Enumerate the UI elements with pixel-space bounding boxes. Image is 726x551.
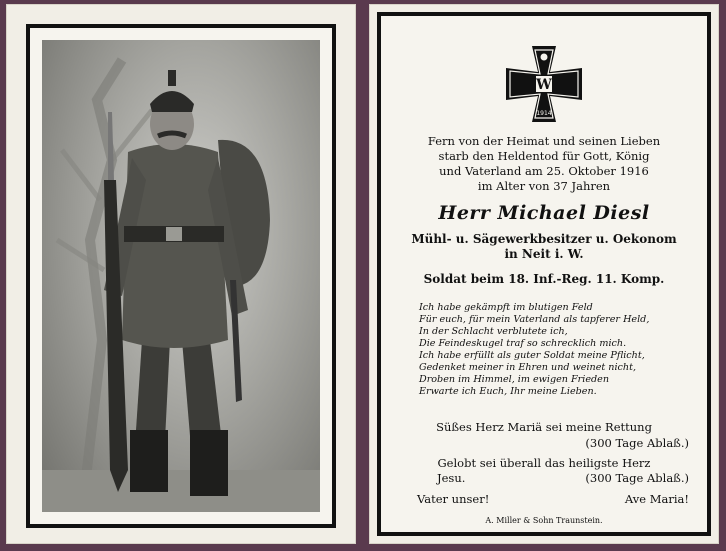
prayer-1-indulgence: (300 Tage Ablaß.): [585, 436, 689, 450]
poem-line: Gedenket meiner in Ehren und weinet nicht,: [419, 362, 637, 373]
poem-line: In der Schlacht verblutete ich,: [419, 326, 568, 337]
closing-left: Vater unser!: [417, 492, 490, 506]
intro-line: Fern von der Heimat und seinen Lieben: [427, 134, 661, 148]
poem-line: Erwarte ich Euch, Ihr meine Lieben.: [419, 386, 597, 397]
poem-line: Ich habe erfüllt als guter Soldat meine Pflicht,: [419, 350, 645, 361]
prayer-2-jesu: Jesu.: [437, 471, 466, 485]
military-unit: Soldat beim 18. Inf.-Reg. 11. Komp.: [423, 272, 665, 286]
poem-line: Die Feindeskugel traf so schrecklich mich.: [419, 338, 627, 349]
iron-cross-icon: [502, 42, 586, 126]
left-card: [6, 4, 356, 544]
soldier-figure: [42, 40, 320, 512]
deceased-name: Herr Michael Diesl: [438, 202, 650, 224]
photo-frame: [26, 24, 336, 528]
text-frame: [377, 12, 711, 536]
intro-line: starb den Heldentod für Gott, König: [438, 149, 650, 163]
prayer-1-line-1: Süßes Herz Mariä sei meine Rettung: [436, 420, 652, 434]
printer-credit: A. Miller & Sohn Traunstein.: [485, 516, 603, 525]
intro-line: im Alter von 37 Jahren: [477, 179, 611, 193]
poem: [419, 302, 699, 398]
prayer-2-line-1: Gelobt sei überall das heiligste Herz: [437, 456, 651, 470]
poem-line: Ich habe gekämpft im blutigen Feld: [419, 302, 593, 313]
cross-letter: W: [536, 77, 552, 93]
cross-year: 1914: [536, 110, 552, 117]
poem-line: Droben im Himmel, im ewigen Frieden: [419, 374, 609, 385]
occupation: [381, 232, 707, 262]
prayer-2-indulgence: (300 Tage Ablaß.): [585, 471, 689, 485]
intro-line: und Vaterland am 25. Oktober 1916: [439, 164, 649, 178]
occupation-line: Mühl- u. Sägewerkbesitzer u. Oekonom: [411, 232, 677, 246]
occupation-line: in Neit i. W.: [504, 247, 584, 261]
intro-text: [381, 134, 707, 194]
closing-right: Ave Maria!: [624, 492, 689, 506]
soldier-photograph: [42, 40, 320, 512]
poem-line: Für euch, für mein Vaterland als tapferer Held,: [419, 314, 650, 325]
right-card: [369, 4, 719, 544]
